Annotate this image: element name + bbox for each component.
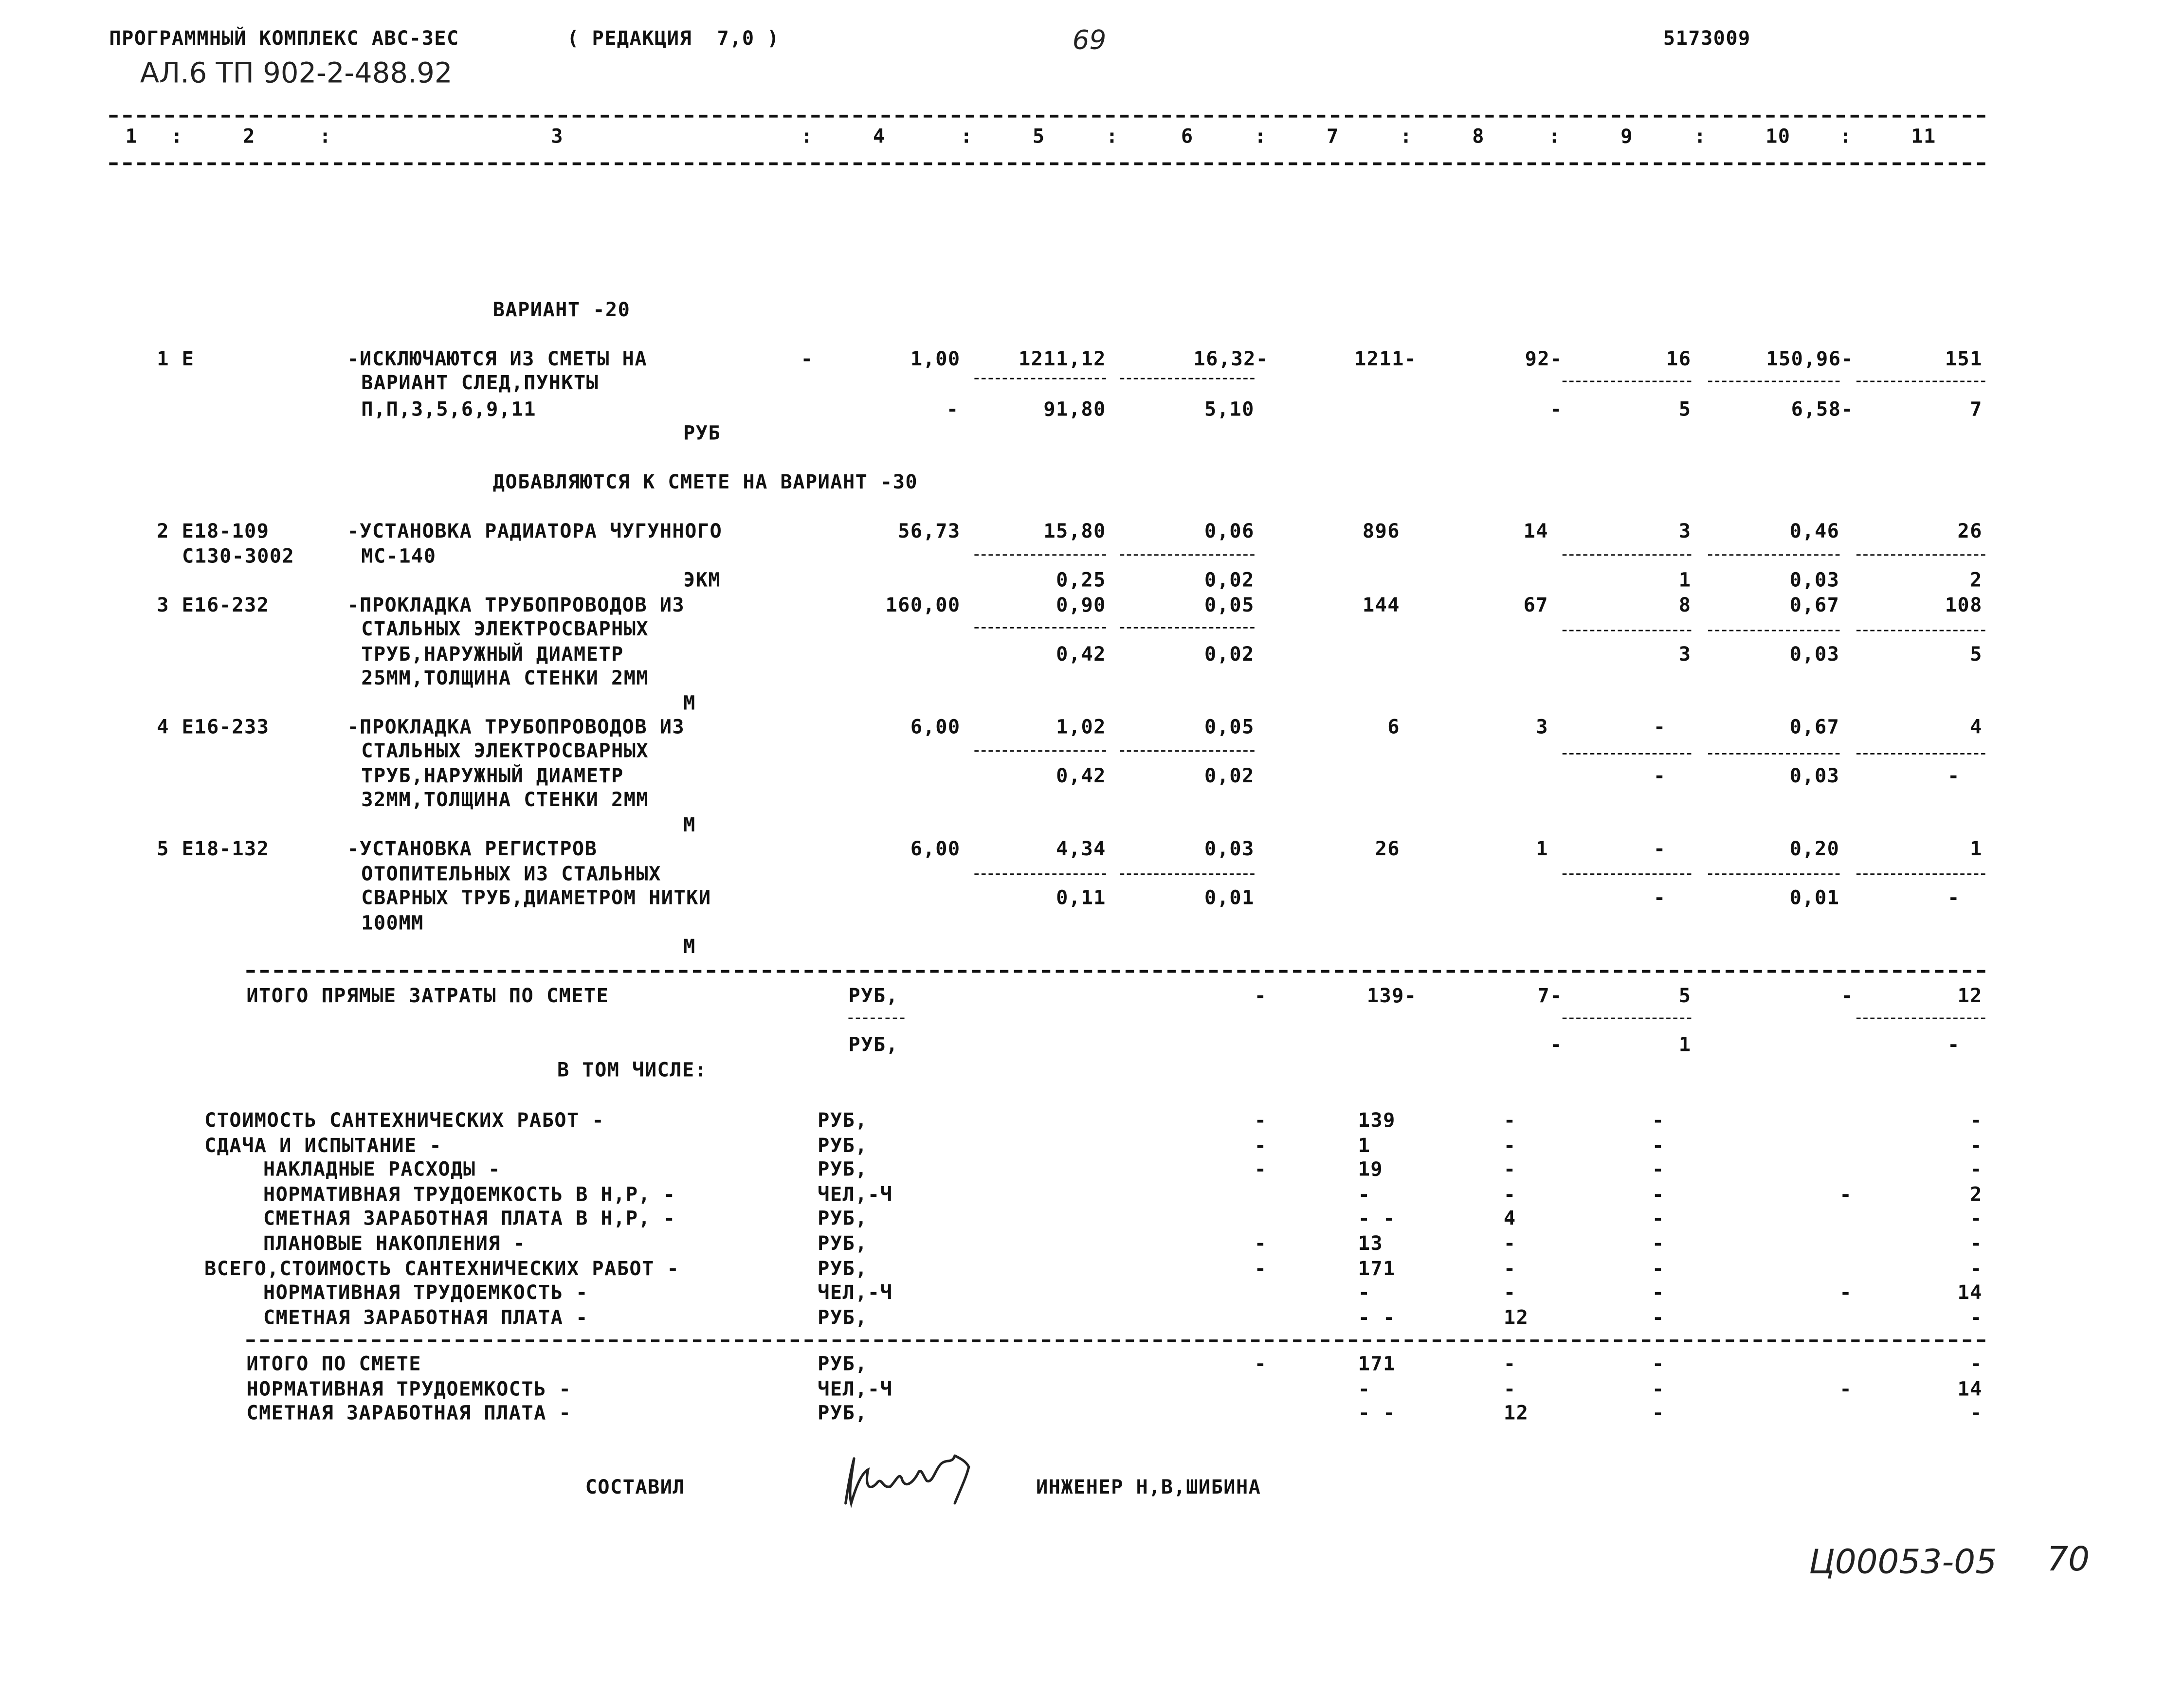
summary-row-col7: 1 [1358, 1135, 1371, 1157]
totals-rule [246, 1339, 1985, 1342]
row3-col9-lower: 3 [1678, 644, 1692, 667]
direct-costs-col11: 12 [1957, 985, 1983, 1008]
col-separator: : [1254, 126, 1267, 148]
summary-row-col7: 139 [1358, 1110, 1396, 1133]
summary-row-col8: - [1503, 1233, 1516, 1256]
program-name: ПРОГРАММНЫЙ КОМПЛЕКС АВС-3ЕС [109, 28, 459, 51]
summary-row-col9: - [1652, 1208, 1665, 1231]
row1-col11: 151 [1945, 348, 1983, 371]
col-header-5: 5 [1032, 126, 1045, 148]
totals-row-col10: - [1839, 1378, 1853, 1401]
row4-desc-line1: -ПРОКЛАДКА ТРУБОПРОВОДОВ ИЗ [347, 717, 685, 739]
col-header-11: 11 [1911, 126, 1936, 148]
row3-fraction-line [1563, 630, 1692, 631]
direct-costs-col11-lower: - [1947, 1034, 1960, 1057]
row3-desc-line1: -ПРОКЛАДКА ТРУБОПРОВОДОВ ИЗ [347, 595, 685, 617]
row4-fraction-line [1120, 750, 1255, 752]
summary-row-col11: - [1970, 1258, 1983, 1280]
summary-row-unit: ЧЕЛ,-Ч [818, 1282, 893, 1305]
row3-col11-lower: 5 [1970, 644, 1983, 667]
row1-col5: 1211,12 [1018, 348, 1106, 371]
row2-number-extra: С130-3002 [182, 546, 295, 569]
row2-col10-lower: 0,03 [1789, 569, 1840, 592]
row2-col6: 0,06 [1204, 521, 1255, 543]
row3-fraction-line [974, 627, 1106, 629]
row3-col5: 0,90 [1056, 595, 1106, 617]
summary-row-col8: - [1503, 1135, 1516, 1157]
row5-desc-line3: СВАРНЫХ ТРУБ,ДИАМЕТРОМ НИТКИ [361, 887, 711, 910]
row4-fraction-line [1563, 753, 1692, 755]
direct-costs-col9-lower: 1 [1678, 1034, 1692, 1057]
col-header-3: 3 [551, 126, 564, 148]
row1-col10-lower: 6,58- [1791, 398, 1854, 421]
row5-col11-lower: - [1947, 887, 1960, 910]
row1-col6: 16,32- [1193, 348, 1269, 371]
col-header-2: 2 [243, 126, 255, 148]
col-separator: : [319, 126, 332, 148]
totals-row-col7: - - [1358, 1403, 1396, 1425]
totals-row-col8: 12 [1503, 1403, 1529, 1425]
row1-col9-lower: 5 [1678, 398, 1692, 421]
row5-col9: - [1653, 838, 1666, 861]
row4-col6-lower: 0,02 [1204, 765, 1255, 788]
signature [835, 1442, 988, 1515]
summary-row-col6: - [1254, 1135, 1267, 1157]
row2-col6-lower: 0,02 [1204, 569, 1255, 592]
row2-desc-line2: МС-140 [361, 546, 437, 569]
summary-row-col7: 19 [1358, 1159, 1383, 1182]
totals-row-col7: 171 [1358, 1353, 1396, 1376]
direct-costs-col7: 139- [1366, 985, 1417, 1008]
row4-col8: 3 [1536, 717, 1548, 739]
summary-row-col11: - [1970, 1159, 1983, 1182]
summary-row-unit: РУБ, [818, 1258, 868, 1280]
row2-unit: ЭКМ [683, 569, 721, 592]
row4-col5-lower: 0,42 [1056, 765, 1106, 788]
document-code: 5173009 [1663, 28, 1751, 51]
row5-desc-line1: -УСТАНОВКА РЕГИСТРОВ [347, 838, 598, 861]
summary-row-col7: 13 [1358, 1233, 1383, 1256]
summary-row-col8: 12 [1503, 1307, 1529, 1330]
row1-fraction-line [1563, 381, 1692, 382]
row1-col6-lower: 5,10 [1204, 398, 1255, 421]
row1-number: 1 Е [157, 348, 195, 371]
totals-row-col11: - [1970, 1403, 1983, 1425]
col-header-4: 4 [873, 126, 886, 148]
summary-row-unit: РУБ, [818, 1307, 868, 1330]
direct-costs-unit-rule [848, 1018, 904, 1019]
row5-number: 5 Е18-132 [157, 838, 270, 861]
summary-row-col7: - - [1358, 1307, 1396, 1330]
summary-row-col8: 4 [1503, 1208, 1516, 1231]
row3-col10: 0,67 [1789, 595, 1840, 617]
summary-row-col8: - [1503, 1282, 1516, 1305]
row5-col10-lower: 0,01 [1789, 887, 1840, 910]
row1-desc-line3: П,П,3,5,6,9,11 [361, 398, 536, 421]
summary-row-unit: ЧЕЛ,-Ч [818, 1184, 893, 1207]
summary-row-col10: - [1839, 1282, 1853, 1305]
added-section-title: ДОБАВЛЯЮТСЯ К СМЕТЕ НА ВАРИАНТ -30 [492, 471, 918, 494]
row4-number: 4 Е16-233 [157, 717, 270, 739]
summary-row-col9: - [1652, 1159, 1665, 1182]
summary-row-label: ПЛАНОВЫЕ НАКОПЛЕНИЯ - [263, 1233, 526, 1256]
totals-row-label: ИТОГО ПО СМЕТЕ [246, 1353, 422, 1376]
direct-costs-fraction-line [1856, 1018, 1985, 1019]
row5-col8: 1 [1536, 838, 1548, 861]
col-separator: : [1106, 126, 1119, 148]
direct-costs-col10: - [1841, 985, 1854, 1008]
summary-row-label: СМЕТНАЯ ЗАРАБОТНАЯ ПЛАТА - [263, 1307, 588, 1330]
col-header-8: 8 [1472, 126, 1485, 148]
totals-row-unit: ЧЕЛ,-Ч [818, 1378, 893, 1401]
row2-fraction-line [1856, 554, 1985, 556]
row1-col5-lower: 91,80 [1043, 398, 1106, 421]
row3-col5-lower: 0,42 [1056, 644, 1106, 667]
variant-title: ВАРИАНТ -20 [492, 299, 631, 322]
row4-fraction-line [1708, 753, 1839, 755]
row4-col5: 1,02 [1056, 717, 1106, 739]
row4-fraction-line [1856, 753, 1985, 755]
row3-desc-line3: ТРУБ,НАРУЖНЫЙ ДИАМЕТР [361, 644, 624, 667]
summary-row-label: СМЕТНАЯ ЗАРАБОТНАЯ ПЛАТА В Н,Р, - [263, 1208, 676, 1231]
row3-col7: 144 [1362, 595, 1400, 617]
totals-row-col11: - [1970, 1353, 1983, 1376]
col-header-7: 7 [1327, 126, 1339, 148]
row4-unit: М [683, 814, 696, 837]
row1-col4: 1,00 [910, 348, 961, 371]
summary-row-unit: РУБ, [818, 1110, 868, 1133]
totals-row-col9: - [1652, 1403, 1665, 1425]
summary-row-col11: - [1970, 1307, 1983, 1330]
summary-row-label: НОРМАТИВНАЯ ТРУДОЕМКОСТЬ - [263, 1282, 588, 1305]
summary-row-col9: - [1652, 1135, 1665, 1157]
summary-row-col6: - [1254, 1233, 1267, 1256]
row1-fraction-line [974, 378, 1106, 379]
summary-row-label: СТОИМОСТЬ САНТЕХНИЧЕСКИХ РАБОТ - [204, 1110, 605, 1133]
totals-row-col7: - [1358, 1378, 1371, 1401]
col-separator: : [1548, 126, 1561, 148]
row5-unit: М [683, 936, 696, 959]
row1-desc-line2: ВАРИАНТ СЛЕД,ПУНКТЫ [361, 372, 599, 395]
col-header-6: 6 [1181, 126, 1194, 148]
row5-col6: 0,03 [1204, 838, 1255, 861]
row3-col11: 108 [1945, 595, 1983, 617]
summary-row-col8: - [1503, 1159, 1516, 1182]
header-rule-top [109, 115, 1985, 118]
row1-col8: 92- [1525, 348, 1563, 371]
row4-col6: 0,05 [1204, 717, 1255, 739]
row2-col11-lower: 2 [1970, 569, 1983, 592]
row4-col4: 6,00 [910, 717, 961, 739]
summary-row-col11: - [1970, 1208, 1983, 1231]
row2-fraction-line [1120, 554, 1255, 556]
col-separator: : [1694, 126, 1707, 148]
row2-col8: 14 [1523, 521, 1548, 543]
row3-col4: 160,00 [885, 595, 961, 617]
totals-row-label: СМЕТНАЯ ЗАРАБОТНАЯ ПЛАТА - [246, 1403, 572, 1425]
direct-costs-fraction-line [1563, 1018, 1692, 1019]
totals-row-col8: - [1503, 1353, 1516, 1376]
row2-number: 2 Е18-109 [157, 521, 270, 543]
row3-col10-lower: 0,03 [1789, 644, 1840, 667]
row1-col8-lower: - [1550, 398, 1563, 421]
row2-col10: 0,46 [1789, 521, 1840, 543]
row3-col6: 0,05 [1204, 595, 1255, 617]
row3-unit: М [683, 693, 696, 716]
summary-row-col9: - [1652, 1282, 1665, 1305]
row4-desc-line4: 32ММ,ТОЛЩИНА СТЕНКИ 2ММ [361, 789, 649, 812]
direct-costs-unit-lower: РУБ, [848, 1034, 899, 1057]
summary-row-col9: - [1652, 1184, 1665, 1207]
summary-row-label: ВСЕГО,СТОИМОСТЬ САНТЕХНИЧЕСКИХ РАБОТ - [204, 1258, 680, 1280]
direct-costs-col8-lower: - [1550, 1034, 1563, 1057]
row3-number: 3 Е16-232 [157, 595, 270, 617]
row2-fraction-line [1708, 554, 1839, 556]
row1-unit: РУБ [683, 422, 721, 445]
row1-col9: 16 [1666, 348, 1692, 371]
summary-row-col8: - [1503, 1184, 1516, 1207]
summary-row-unit: РУБ, [818, 1233, 868, 1256]
summary-row-col6: - [1254, 1110, 1267, 1133]
row2-col4: 56,73 [898, 521, 961, 543]
direct-costs-col8: 7- [1537, 985, 1563, 1008]
document-stamp: Ц00053-05 [1809, 1542, 1997, 1582]
row5-fraction-line [974, 873, 1106, 875]
row2-col9: 3 [1678, 521, 1692, 543]
summary-row-col7: - [1358, 1282, 1371, 1305]
summary-row-col11: 2 [1970, 1184, 1983, 1207]
row4-col11: 4 [1970, 717, 1983, 739]
header-rule-bottom [109, 162, 1985, 165]
row3-fraction-line [1856, 630, 1985, 631]
direct-costs-unit: РУБ, [848, 985, 899, 1008]
summary-row-col11: - [1970, 1135, 1983, 1157]
direct-costs-rule [246, 970, 1985, 973]
row1-col11-lower: 7 [1970, 398, 1983, 421]
summary-row-col7: - [1358, 1184, 1371, 1207]
summary-row-col11: - [1970, 1233, 1983, 1256]
totals-row-col6: - [1254, 1353, 1267, 1376]
direct-costs-label: ИТОГО ПРЯМЫЕ ЗАТРАТЫ ПО СМЕТЕ [246, 985, 609, 1008]
summary-row-label: НАКЛАДНЫЕ РАСХОДЫ - [263, 1159, 501, 1182]
summary-row-col8: - [1503, 1258, 1516, 1280]
col-separator: : [170, 126, 183, 148]
row5-col11: 1 [1970, 838, 1983, 861]
col-separator: : [1400, 126, 1413, 148]
summary-row-col11: - [1970, 1110, 1983, 1133]
summary-row-label: НОРМАТИВНАЯ ТРУДОЕМКОСТЬ В Н,Р, - [263, 1184, 676, 1207]
row2-col5: 15,80 [1043, 521, 1106, 543]
totals-row-unit: РУБ, [818, 1403, 868, 1425]
row1-col7: 1211- [1354, 348, 1417, 371]
row5-col10: 0,20 [1789, 838, 1840, 861]
sheet-number: 70 [2047, 1539, 2090, 1579]
row2-col7: 896 [1362, 521, 1400, 543]
row2-fraction-line [974, 554, 1106, 556]
row2-fraction-line [1563, 554, 1692, 556]
totals-row-col8: - [1503, 1378, 1516, 1401]
summary-row-col9: - [1652, 1258, 1665, 1280]
document-reference: АЛ.6 ТП 902-2-488.92 [140, 56, 453, 90]
col-separator: : [960, 126, 973, 148]
summary-row-col9: - [1652, 1233, 1665, 1256]
row4-desc-line2: СТАЛЬНЫХ ЭЛЕКТРОСВАРНЫХ [361, 740, 649, 763]
row5-desc-line4: 100ММ [361, 912, 424, 935]
row5-fraction-line [1856, 873, 1985, 875]
row2-col5-lower: 0,25 [1056, 569, 1106, 592]
totals-row-col9: - [1652, 1378, 1665, 1401]
row3-fraction-line [1120, 627, 1255, 629]
summary-row-col8: - [1503, 1110, 1516, 1133]
summary-row-col11: 14 [1957, 1282, 1983, 1305]
summary-row-col7: - - [1358, 1208, 1396, 1231]
row3-col6-lower: 0,02 [1204, 644, 1255, 667]
row3-fraction-line [1708, 630, 1839, 631]
row5-fraction-line [1563, 873, 1692, 875]
row4-col10-lower: 0,03 [1789, 765, 1840, 788]
row2-col11: 26 [1957, 521, 1983, 543]
col-header-9: 9 [1620, 126, 1633, 148]
row1-col10: 150,96- [1766, 348, 1854, 371]
col-separator: : [1839, 126, 1853, 148]
row5-col7: 26 [1375, 838, 1400, 861]
row4-col9: - [1653, 717, 1666, 739]
direct-costs-col9: 5 [1678, 985, 1692, 1008]
row3-col8: 67 [1523, 595, 1548, 617]
summary-row-col10: - [1839, 1184, 1853, 1207]
totals-row-unit: РУБ, [818, 1353, 868, 1376]
row1-dash: - [801, 348, 814, 371]
row3-desc-line4: 25ММ,ТОЛЩИНА СТЕНКИ 2ММ [361, 667, 649, 690]
col-header-1: 1 [125, 126, 138, 148]
totals-row-label: НОРМАТИВНАЯ ТРУДОЕМКОСТЬ - [246, 1378, 572, 1401]
row1-fraction-line [1856, 381, 1985, 382]
summary-row-col7: 171 [1358, 1258, 1396, 1280]
col-header-10: 10 [1765, 126, 1791, 148]
row5-col5: 4,34 [1056, 838, 1106, 861]
row2-desc-line1: -УСТАНОВКА РАДИАТОРА ЧУГУННОГО [347, 521, 723, 543]
row5-col6-lower: 0,01 [1204, 887, 1255, 910]
row5-col9-lower: - [1653, 887, 1666, 910]
row5-fraction-line [1120, 873, 1255, 875]
summary-row-unit: РУБ, [818, 1135, 868, 1157]
row4-col10: 0,67 [1789, 717, 1840, 739]
row5-col5-lower: 0,11 [1056, 887, 1106, 910]
col-separator: : [801, 126, 814, 148]
summary-row-col6: - [1254, 1159, 1267, 1182]
totals-row-col9: - [1652, 1353, 1665, 1376]
totals-row-col11: 14 [1957, 1378, 1983, 1401]
row1-fraction-line [1120, 378, 1255, 379]
row3-desc-line2: СТАЛЬНЫХ ЭЛЕКТРОСВАРНЫХ [361, 618, 649, 641]
summary-row-unit: РУБ, [818, 1208, 868, 1231]
row1-fraction-line [1708, 381, 1839, 382]
including-title: В ТОМ ЧИСЛЕ: [557, 1059, 708, 1082]
summary-row-col9: - [1652, 1110, 1665, 1133]
row5-desc-line2: ОТОПИТЕЛЬНЫХ ИЗ СТАЛЬНЫХ [361, 864, 661, 886]
row4-desc-line3: ТРУБ,НАРУЖНЫЙ ДИАМЕТР [361, 765, 624, 788]
summary-row-col9: - [1652, 1307, 1665, 1330]
row3-col9: 8 [1678, 595, 1692, 617]
summary-row-unit: РУБ, [818, 1159, 868, 1182]
row1-desc-line1: -ИСКЛЮЧАЮТСЯ ИЗ СМЕТЫ НА [347, 348, 648, 371]
row4-fraction-line [974, 750, 1106, 752]
summary-row-label: СДАЧА И ИСПЫТАНИЕ - [204, 1135, 442, 1157]
summary-row-col6: - [1254, 1258, 1267, 1280]
row4-col9-lower: - [1653, 765, 1666, 788]
row5-fraction-line [1708, 873, 1839, 875]
engineer-name: ИНЖЕНЕР Н,В,ШИБИНА [1036, 1477, 1261, 1499]
row2-col9-lower: 1 [1678, 569, 1692, 592]
row1-dash-lower: - [946, 398, 959, 421]
page-number: 69 [1072, 25, 1107, 56]
edition-label: ( РЕДАКЦИЯ 7,0 ) [567, 28, 780, 51]
direct-costs-col6: - [1254, 985, 1267, 1008]
row4-col7: 6 [1387, 717, 1400, 739]
row5-col4: 6,00 [910, 838, 961, 861]
composed-label: СОСТАВИЛ [585, 1477, 686, 1499]
row4-col11-lower: - [1947, 765, 1960, 788]
